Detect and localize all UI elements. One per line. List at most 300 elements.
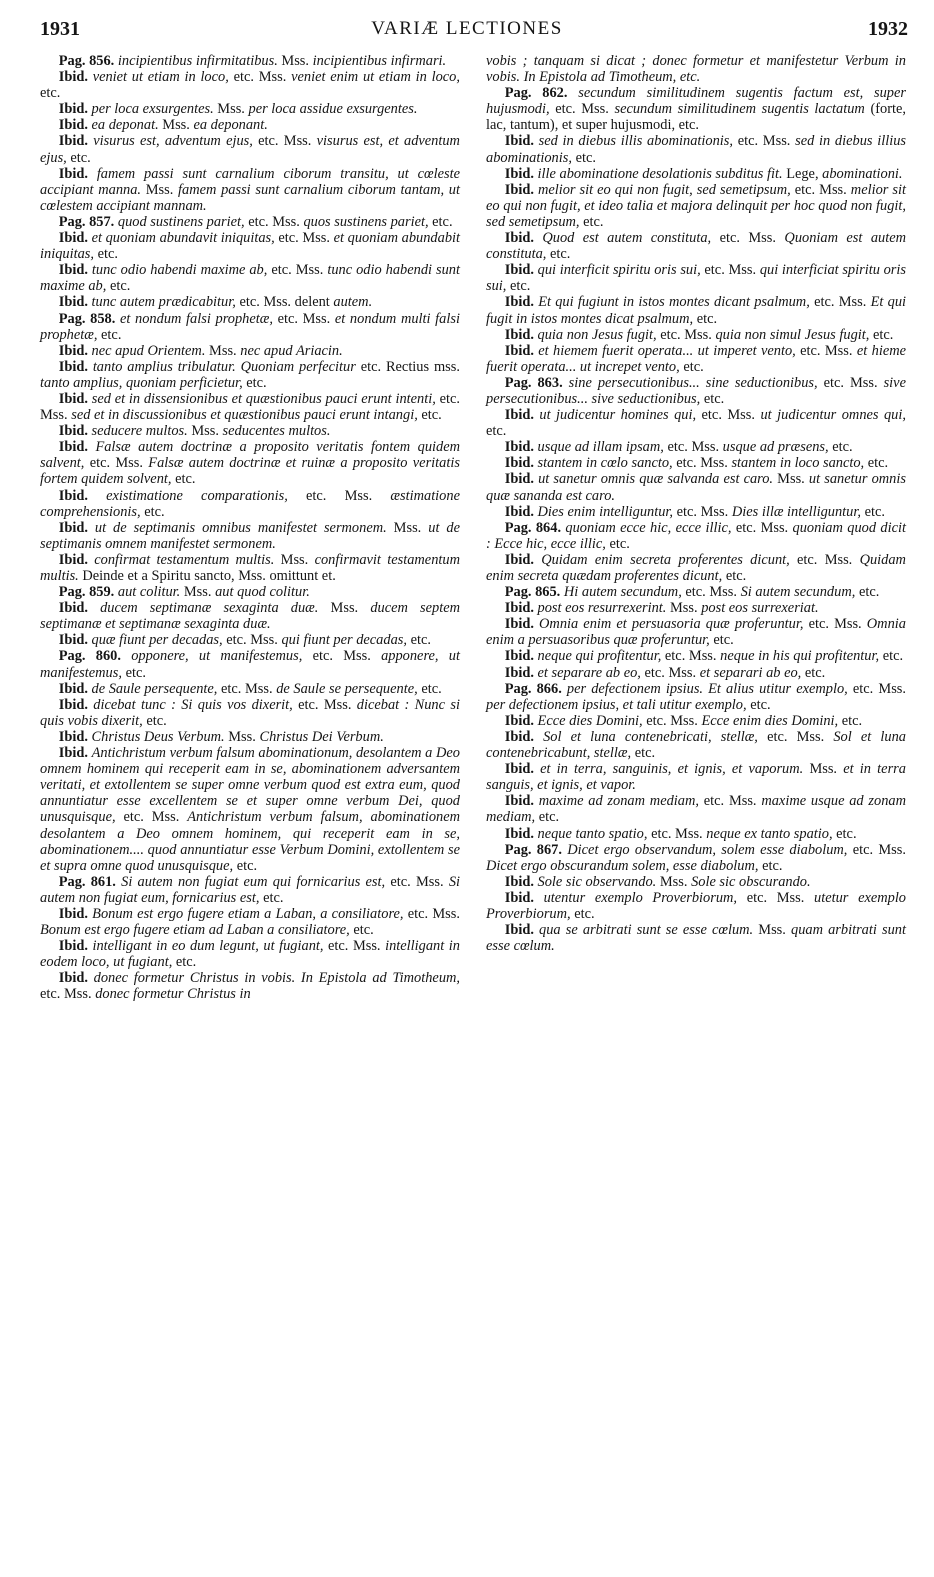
entry-reference: Ibid. bbox=[504, 165, 534, 182]
entry-reference: Ibid. bbox=[58, 728, 88, 745]
variant-reading: aut quod colitur. bbox=[215, 584, 310, 601]
variant-reading: per defectionem ipsius, et tali utitur exemplo, bbox=[486, 696, 747, 713]
entry-reference: Ibid. bbox=[58, 439, 88, 456]
etc-separator: etc. bbox=[646, 712, 667, 729]
entry-reference: Ibid. bbox=[58, 680, 88, 697]
manuscript-siglum: Mss. bbox=[432, 905, 460, 922]
lection-entry bbox=[40, 117, 460, 133]
lemma-text: veniet ut etiam in loco, bbox=[92, 69, 229, 86]
entry-reference: Ibid. bbox=[58, 165, 88, 182]
entry-reference: Ibid. bbox=[58, 262, 88, 279]
entry-reference: Ibid. bbox=[504, 181, 534, 198]
editor-note: etc. bbox=[410, 632, 431, 649]
lemma-text: per defectionem ipsius. Et alius utitur exemplo, bbox=[566, 680, 848, 697]
etc-separator: etc. bbox=[735, 519, 757, 536]
entry-reference: Ibid. bbox=[58, 358, 88, 375]
etc-separator: etc. bbox=[852, 680, 874, 697]
lection-entry bbox=[40, 552, 460, 584]
lemma-text: intelligant in eo dum legunt, ut fugiant, bbox=[92, 938, 324, 955]
manuscript-siglum: Mss. bbox=[878, 680, 907, 697]
entry-reference: Ibid. bbox=[504, 664, 534, 681]
variant-reading: usque ad præsens, bbox=[722, 439, 829, 456]
manuscript-siglum: Mss. bbox=[283, 133, 312, 150]
lection-entry bbox=[486, 294, 906, 326]
manuscript-siglum: Mss. bbox=[217, 101, 245, 118]
variant-reading: maxime usque ad zonam mediam, bbox=[486, 793, 906, 826]
editor-note: etc. bbox=[70, 149, 91, 166]
variant-reading: Si autem secundum, bbox=[740, 584, 856, 601]
entry-reference: Ibid. bbox=[504, 616, 534, 633]
variant-reading: ut judicentur omnes qui, bbox=[760, 407, 906, 424]
variant-reading: confirmavit testamentum multis. bbox=[40, 551, 460, 584]
lemma-text: ea deponat. bbox=[91, 117, 159, 134]
variant-reading: quam arbitrati sunt esse cœlum. bbox=[486, 922, 906, 955]
variant-reading: neque ex tanto spatio, bbox=[706, 825, 833, 842]
etc-separator: etc. bbox=[644, 664, 665, 681]
editor-note: etc. bbox=[486, 423, 507, 440]
manuscript-siglum: Mss. bbox=[675, 825, 703, 842]
lection-entry bbox=[486, 729, 906, 761]
lemma-text: Bonum est ergo fugere etiam a Laban, a consiliatore, bbox=[92, 905, 404, 922]
editor-note: etc. bbox=[109, 278, 131, 295]
variant-reading: et hieme fuerit operata... ut increpet vento, bbox=[486, 342, 906, 375]
etc-separator: etc. bbox=[746, 889, 768, 906]
manuscript-siglum: Mss. bbox=[824, 342, 853, 359]
lemma-text: usque ad illam ipsam, bbox=[537, 439, 664, 456]
variant-reading: Falsæ autem doctrinæ et ruinæ a proposito veritatis fortem quidem solvent, bbox=[40, 455, 460, 488]
variant-reading: sed in diebus illius abominationis, bbox=[486, 133, 906, 166]
entry-reference: Pag. 861. bbox=[58, 873, 116, 890]
right-column bbox=[486, 53, 906, 954]
page-number-left: 1931 bbox=[40, 18, 80, 40]
manuscript-siglum: Mss. bbox=[758, 922, 786, 939]
variant-reading: incipientibus infirmari. bbox=[312, 53, 447, 69]
editor-note: etc. bbox=[696, 310, 718, 327]
lection-entry bbox=[40, 729, 460, 745]
lection-entry bbox=[40, 970, 460, 1002]
editor-note: etc. bbox=[725, 568, 747, 584]
lection-entry bbox=[40, 294, 460, 310]
lemma-text: Omnia enim et persuasoria quæ proferuntur, bbox=[539, 616, 804, 633]
entry-reference: Ibid. bbox=[58, 745, 88, 762]
manuscript-siglum: Mss. bbox=[302, 230, 330, 247]
lemma-text: opponere, ut manifestemus, bbox=[131, 648, 303, 665]
manuscript-siglum: Mss. bbox=[581, 101, 609, 118]
page-header bbox=[0, 14, 934, 44]
lemma-text: tanto amplius tribulatur. Quoniam perfecitur bbox=[92, 358, 356, 375]
lection-entry bbox=[40, 214, 460, 230]
editor-note: etc. bbox=[175, 471, 196, 488]
etc-separator: etc. bbox=[767, 728, 788, 745]
manuscript-siglum: Mss. bbox=[415, 873, 444, 890]
lection-entry bbox=[486, 874, 906, 890]
entry-reference: Pag. 866. bbox=[504, 680, 562, 697]
editor-note: etc. bbox=[575, 149, 596, 166]
lection-entry bbox=[40, 520, 460, 552]
lection-entry bbox=[486, 600, 906, 616]
variant-reading: ducem septem septimanæ et septimanæ sexaginta duæ. bbox=[40, 600, 460, 633]
editor-note: etc. bbox=[246, 374, 267, 391]
etc-separator: etc. bbox=[704, 262, 725, 279]
manuscript-siglum: Mss. bbox=[183, 584, 212, 601]
lection-entry bbox=[486, 375, 906, 407]
editor-note: etc. bbox=[858, 584, 880, 601]
lection-entry bbox=[486, 665, 906, 681]
editor-note: etc. bbox=[634, 745, 656, 762]
entry-reference: Ibid. bbox=[504, 407, 534, 424]
manuscript-siglum: Mss. bbox=[151, 809, 180, 826]
variant-reading: et in terra sanguis, et ignis, et vapor. bbox=[486, 761, 906, 794]
editor-note: etc. bbox=[236, 857, 258, 874]
etc-separator: etc. bbox=[676, 503, 698, 520]
manuscript-siglum: Mss. bbox=[819, 181, 847, 198]
variant-reading: qui interficiat spiritu oris sui, bbox=[486, 262, 907, 295]
lection-entry bbox=[486, 616, 906, 648]
lemma-text: quoniam ecce hic, ecce illic, bbox=[565, 519, 732, 536]
manuscript-siglum: Mss. bbox=[762, 133, 791, 150]
lemma-text: sed et in dissensionibus et quæstionibus pauci erunt intenti, bbox=[91, 390, 436, 407]
editor-note: etc. bbox=[872, 326, 894, 343]
variant-reading: Sole sic obscurando. bbox=[691, 873, 811, 890]
lemma-text: Dicet ergo observandum, solem esse diabolum, bbox=[567, 841, 848, 858]
manuscript-siglum: Mss. bbox=[659, 873, 688, 890]
lemma-text: melior sit eo qui non fugit, sed semetipsum, bbox=[537, 181, 791, 198]
manuscript-siglum: Mss. bbox=[228, 728, 256, 745]
variant-reading: et nondum multi falsi prophetæ, bbox=[40, 310, 460, 343]
etc-separator: etc. bbox=[306, 487, 327, 504]
lemma-text: stantem in cœlo sancto, bbox=[537, 455, 673, 472]
lection-entry bbox=[40, 311, 460, 343]
continuation-variant: vobis ; tanquam si dicat ; donec formetur et manifestetur Verbum in vobis. In Epistola ad Timotheum, etc. bbox=[486, 53, 906, 86]
lemma-text: Antichristum verbum falsum abominationum, desolantem a Deo omnem hominem qui receperit eam in se, abominationem adversantem veritati, et extollentem se super omne verbum quod est extra eum, quod annuntiatur esse excellentem se et super omne verbum Dei, quod unusquisque, bbox=[40, 745, 460, 826]
manuscript-siglum: Mss. bbox=[668, 664, 697, 681]
variant-reading: donec formetur Christus in bbox=[95, 986, 251, 1003]
manuscript-siglum: Mss. bbox=[684, 326, 712, 343]
editor-note: etc. bbox=[841, 712, 863, 729]
etc-separator: etc. bbox=[660, 326, 681, 343]
etc-separator: etc. bbox=[298, 696, 319, 713]
entry-reference: Ibid. bbox=[58, 905, 88, 922]
manuscript-siglum: Mss. bbox=[40, 407, 68, 424]
lemma-text: et separare ab eo, bbox=[537, 664, 641, 681]
lemma-text: quod sustinens pariet, bbox=[117, 213, 245, 230]
etc-separator: etc. Rectius mss. bbox=[360, 358, 460, 375]
etc-separator: etc. bbox=[123, 809, 144, 826]
entry-reference: Ibid. bbox=[504, 455, 534, 472]
editor-note: etc. bbox=[867, 455, 889, 472]
manuscript-siglum: Mss. bbox=[352, 938, 381, 955]
etc-separator: etc. bbox=[852, 841, 874, 858]
variant-reading: visurus est, et adventum ejus, bbox=[40, 133, 460, 166]
lemma-text: Hi autem secundum, bbox=[563, 584, 682, 601]
entry-reference: Ibid. bbox=[504, 262, 534, 279]
left-column bbox=[40, 53, 460, 1003]
lection-entry bbox=[40, 423, 460, 439]
entry-reference: Ibid. bbox=[504, 889, 534, 906]
etc-separator: etc. bbox=[312, 648, 333, 665]
variant-reading: Et qui fugit in istos montes dicat psalmum, bbox=[486, 294, 907, 327]
manuscript-siglum: Lege, bbox=[786, 165, 819, 182]
variant-reading: autem. bbox=[333, 294, 373, 311]
lemma-text: Sol et luna contenebricati, stellæ, bbox=[543, 728, 758, 745]
lection-entry bbox=[486, 182, 906, 230]
editor-note: etc. bbox=[713, 632, 734, 649]
variant-reading: per loca assidue exsurgentes. bbox=[248, 101, 418, 118]
manuscript-siglum: Mss. bbox=[343, 648, 371, 665]
lemma-text: tunc odio habendi maxime ab, bbox=[91, 262, 268, 279]
manuscript-siglum: Mss. bbox=[760, 519, 789, 536]
entry-reference: Ibid. bbox=[504, 439, 534, 456]
editor-note: (forte, lac, tantum), et super hujusmodi, etc. bbox=[486, 101, 906, 134]
entry-reference: Ibid. bbox=[58, 519, 88, 536]
lemma-text: post eos resurrexerint. bbox=[537, 600, 667, 617]
lemma-text: tunc autem prædicabitur, bbox=[91, 294, 236, 311]
variant-reading: nec apud Ariacin. bbox=[240, 342, 343, 359]
etc-separator: etc. bbox=[390, 873, 411, 890]
editor-note: etc. bbox=[538, 809, 560, 826]
editor-note: etc. bbox=[101, 326, 122, 343]
etc-separator: etc. bbox=[797, 551, 818, 568]
lection-entry bbox=[486, 681, 906, 713]
lection-entry bbox=[40, 262, 460, 294]
editor-note: etc. bbox=[609, 535, 630, 552]
variant-reading: ut de septimanis omnem manifestet sermonem. bbox=[40, 519, 460, 552]
editor-note: etc. bbox=[750, 696, 771, 713]
variant-reading: Omnia enim a persuasoribus quæ proferuntur, bbox=[486, 616, 906, 649]
lemma-text: per loca exsurgentes. bbox=[91, 101, 214, 118]
lemma-text: Ecce dies Domini, bbox=[537, 712, 643, 729]
variant-reading: sed et in discussionibus et quæstionibus pauci erunt intangi, bbox=[71, 407, 418, 424]
entry-reference: Ibid. bbox=[504, 133, 534, 150]
manuscript-siglum: Mss. bbox=[700, 455, 728, 472]
lemma-text: ducem septimanæ sexaginta duæ. bbox=[100, 600, 319, 617]
lemma-text: nec apud Orientem. bbox=[91, 342, 206, 359]
editor-note: etc. bbox=[432, 213, 453, 230]
lection-entry bbox=[40, 488, 460, 520]
lection-entry bbox=[486, 713, 906, 729]
variant-reading: Si autem non fugiat eum, fornicarius est, bbox=[40, 873, 461, 906]
lemma-text: aut colitur. bbox=[117, 584, 181, 601]
entry-reference: Pag. 857. bbox=[58, 213, 115, 230]
manuscript-siglum: Mss. bbox=[700, 503, 729, 520]
editor-note: etc. bbox=[144, 503, 165, 520]
lection-entry bbox=[486, 85, 906, 133]
etc-separator: etc. bbox=[248, 213, 269, 230]
lection-entry bbox=[40, 745, 460, 874]
entry-reference: Pag. 865. bbox=[504, 584, 561, 601]
lemma-text: Quidam enim secreta proferentes dicunt, bbox=[541, 551, 790, 568]
lection-entry bbox=[40, 391, 460, 423]
entry-reference: Ibid. bbox=[504, 761, 534, 778]
entry-reference: Ibid. bbox=[504, 294, 534, 311]
manuscript-siglum: Mss. bbox=[670, 712, 698, 729]
variant-reading: melior sit eo qui non fugit, et ideo talia et majora delinquit per hoc quod non fugit, sed semetipsum, bbox=[486, 181, 906, 230]
editor-note: etc. bbox=[263, 889, 284, 906]
lemma-text: et quoniam abundavit iniquitas, bbox=[91, 230, 275, 247]
etc-separator: etc. bbox=[701, 407, 722, 424]
etc-separator: etc. bbox=[555, 101, 576, 118]
lection-entry bbox=[40, 584, 460, 600]
lemma-text: seducere multos. bbox=[91, 423, 188, 440]
editor-note: etc. bbox=[421, 680, 442, 697]
entry-reference: Pag. 856. bbox=[58, 53, 115, 69]
lection-entry bbox=[486, 230, 906, 262]
variant-reading: Dicet ergo obscurandum solem, esse diabolum, bbox=[486, 857, 759, 874]
lemma-text: confirmat testamentum multis. bbox=[94, 551, 275, 568]
lection-entry bbox=[40, 69, 460, 101]
manuscript-siglum: Mss. bbox=[162, 117, 190, 134]
manuscript-siglum: Mss. bbox=[777, 471, 805, 488]
manuscript-siglum: Mss. bbox=[809, 761, 838, 778]
etc-separator: etc. bbox=[808, 616, 829, 633]
lection-entry bbox=[486, 842, 906, 874]
variant-reading: Christus Dei Verbum. bbox=[259, 728, 384, 745]
entry-reference: Ibid. bbox=[504, 728, 534, 745]
manuscript-siglum: Mss. bbox=[191, 423, 219, 440]
editor-note: etc. bbox=[353, 922, 374, 939]
running-title: VARIÆ LECTIONES bbox=[371, 18, 563, 39]
etc-separator: etc. bbox=[823, 374, 844, 391]
manuscript-siglum: Mss. bbox=[280, 551, 309, 568]
lemma-text: incipientibus infirmitatibus. bbox=[117, 53, 278, 69]
lection-entry bbox=[486, 761, 906, 793]
lemma-text: quia non Jesus fugit, bbox=[537, 326, 657, 343]
entry-reference: Ibid. bbox=[504, 326, 534, 343]
etc-separator: etc. bbox=[664, 648, 686, 665]
lection-entry bbox=[40, 906, 460, 938]
variant-reading: seducentes multos. bbox=[222, 423, 331, 440]
lemma-text: dicebat tunc : Si quis vos dixerit, bbox=[93, 696, 293, 713]
manuscript-siglum: Mss. bbox=[776, 889, 805, 906]
etc-separator: etc. bbox=[271, 262, 292, 279]
manuscript-siglum: Mss. bbox=[115, 455, 143, 472]
manuscript-siglum: Mss. bbox=[323, 696, 352, 713]
variant-reading: abominationi. bbox=[822, 165, 903, 182]
manuscript-siglum: Mss. bbox=[250, 632, 278, 649]
lemma-text: visurus est, adventum ejus, bbox=[93, 133, 253, 150]
lemma-text: famem passi sunt carnalium ciborum transitu, ut cœleste accipiant manna. bbox=[40, 165, 460, 198]
lemma-text: Quod est autem constituta, bbox=[542, 230, 712, 247]
manuscript-siglum: Mss. bbox=[728, 262, 757, 279]
entry-reference: Ibid. bbox=[58, 294, 88, 311]
lection-entry bbox=[486, 826, 906, 842]
manuscript-siglum: Mss. bbox=[849, 374, 878, 391]
editor-note: etc. bbox=[583, 213, 604, 230]
lemma-text: de Saule persequente, bbox=[91, 680, 218, 697]
lemma-text: et hiemem fuerit operata... ut imperet vento, bbox=[538, 342, 796, 359]
editor-note: etc. bbox=[97, 246, 118, 263]
lemma-text: ut sanetur omnis quæ salvanda est caro. bbox=[538, 471, 774, 488]
entry-reference: Ibid. bbox=[504, 712, 534, 729]
etc-separator: etc. bbox=[685, 584, 706, 601]
lection-entry bbox=[40, 697, 460, 729]
etc-separator: etc. bbox=[703, 793, 725, 810]
etc-separator: etc. bbox=[794, 181, 816, 198]
entry-reference: Ibid. bbox=[58, 600, 88, 617]
lection-entry bbox=[40, 133, 460, 165]
manuscript-siglum: Mss. bbox=[796, 728, 825, 745]
etc-separator: etc. bbox=[800, 342, 821, 359]
variant-reading: dicebat : Nunc si quis vobis dixerit, bbox=[40, 696, 460, 729]
entry-reference: Ibid. bbox=[504, 793, 534, 810]
lection-entry bbox=[40, 648, 460, 680]
etc-separator: etc. bbox=[439, 390, 460, 407]
variant-reading: quoniam quod dicit : Ecce hic, ecce illic, bbox=[486, 519, 906, 552]
manuscript-siglum: Mss. bbox=[302, 310, 331, 327]
editor-note: etc. bbox=[549, 246, 571, 263]
lection-entry bbox=[40, 343, 460, 359]
lection-entry bbox=[40, 230, 460, 262]
lection-entry bbox=[486, 133, 906, 165]
etc-separator: etc. bbox=[814, 294, 835, 311]
lection-entry bbox=[486, 343, 906, 375]
entry-reference: Ibid. bbox=[58, 423, 88, 440]
entry-reference: Ibid. bbox=[504, 471, 534, 488]
editor-note: etc. bbox=[175, 954, 197, 971]
editor-note: etc. bbox=[882, 648, 904, 665]
editor-note: etc. bbox=[510, 278, 531, 295]
entry-reference: Ibid. bbox=[58, 632, 88, 649]
lemma-text: ut de septimanis omnibus manifestet sermonem. bbox=[94, 519, 387, 536]
entry-reference: Ibid. bbox=[504, 922, 534, 939]
manuscript-siglum: Mss. bbox=[709, 584, 737, 601]
editor-note: etc. bbox=[421, 407, 442, 424]
etc-separator: etc. bbox=[221, 680, 242, 697]
editor-note: etc. bbox=[804, 664, 826, 681]
variant-reading: sive persecutionibus... sive seductionibus, bbox=[486, 374, 906, 407]
entry-reference: Ibid. bbox=[504, 600, 534, 617]
lection-entry bbox=[486, 407, 906, 439]
editor-note: etc. bbox=[864, 503, 885, 520]
etc-separator: etc. bbox=[89, 455, 111, 472]
editor-note: etc. bbox=[703, 390, 725, 407]
variant-reading: ut sanetur omnis quæ sananda est caro. bbox=[486, 471, 906, 504]
lection-entry bbox=[486, 793, 906, 825]
lemma-text: Et qui fugiunt in istos montes dicant psalmum, bbox=[538, 294, 810, 311]
lection-entry bbox=[486, 455, 906, 471]
manuscript-siglum: Mss. bbox=[295, 262, 324, 279]
variant-reading: Sol et luna contenebricabunt, stellæ, bbox=[486, 728, 907, 762]
lemma-text: quæ fiunt per decadas, bbox=[91, 632, 223, 649]
etc-separator: etc. bbox=[719, 230, 740, 247]
manuscript-siglum: Mss. bbox=[281, 53, 310, 69]
editor-note: etc. bbox=[125, 664, 146, 681]
editor-note: etc. bbox=[683, 358, 704, 375]
manuscript-siglum: Mss. bbox=[393, 519, 422, 536]
etc-separator: etc. bbox=[651, 825, 672, 842]
manuscript-siglum: Mss. bbox=[824, 551, 853, 568]
lemma-text: secundum similitudinem sugentis factum est, super hujusmodi, bbox=[486, 85, 906, 118]
variant-reading: Bonum est ergo fugere etiam ad Laban a consiliatore, bbox=[40, 922, 350, 939]
lemma-text: et nondum falsi prophetæ, bbox=[120, 310, 273, 327]
lemma-text: existimatione comparationis, bbox=[106, 487, 288, 504]
page-number-right: 1932 bbox=[868, 18, 908, 40]
editor-note: etc. bbox=[832, 439, 853, 456]
etc-separator: etc. bbox=[278, 230, 299, 247]
lection-entry bbox=[486, 520, 906, 552]
entry-reference: Ibid. bbox=[58, 230, 88, 247]
etc-separator: etc. bbox=[258, 133, 279, 150]
etc-separator: etc. bbox=[667, 439, 688, 456]
lection-entry bbox=[486, 262, 906, 294]
entry-reference: Ibid. bbox=[58, 487, 88, 504]
lection-entry bbox=[40, 681, 460, 697]
entry-reference: Pag. 864. bbox=[504, 519, 562, 536]
variant-reading: tanto amplius, quoniam perficietur, bbox=[40, 374, 243, 391]
variant-reading: Quoniam est autem constituta, bbox=[486, 230, 906, 263]
lemma-text: ille abominatione desolationis subditus fit. bbox=[537, 165, 783, 182]
entry-reference: Ibid. bbox=[58, 69, 88, 86]
